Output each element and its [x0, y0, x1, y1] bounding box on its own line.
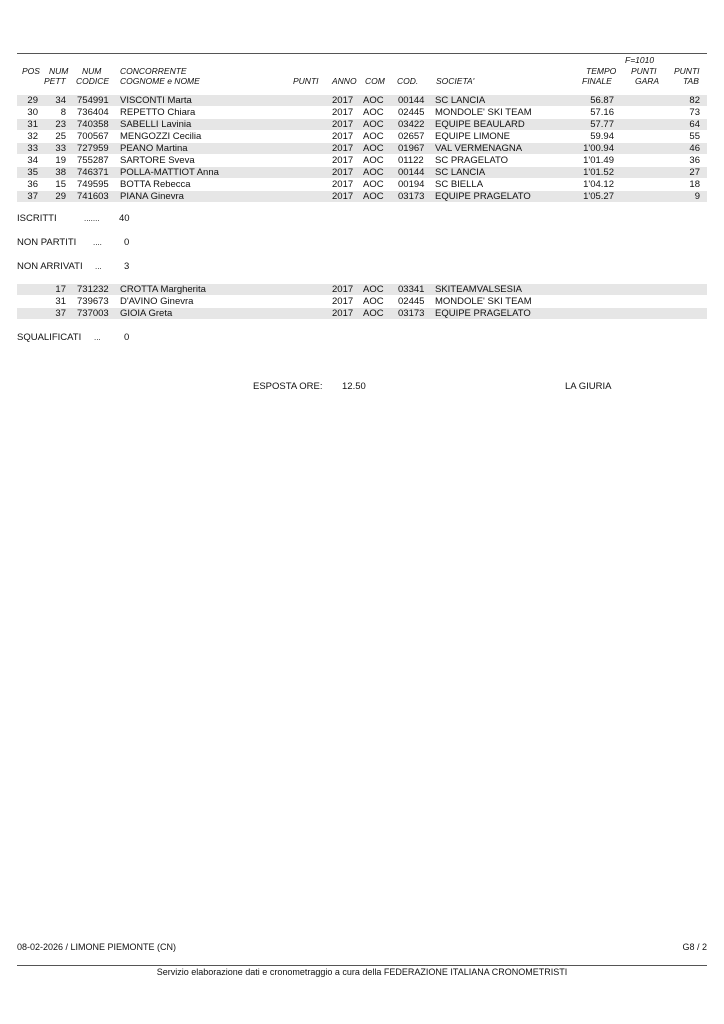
- cell-codice: 746371: [77, 167, 109, 178]
- cell-cod: 03341: [398, 284, 425, 295]
- non-partiti-label: NON PARTITI: [17, 237, 77, 248]
- table-row: [17, 107, 707, 118]
- cell-com: AOC: [363, 308, 384, 319]
- cell-anno: 2017: [332, 296, 354, 307]
- cell-societa: MONDOLE' SKI TEAM: [435, 107, 532, 118]
- cell-pett: 25: [55, 131, 66, 142]
- cell-codice: 739673: [77, 296, 109, 307]
- cell-tempo: 59.94: [590, 131, 614, 142]
- cell-anno: 2017: [332, 191, 354, 202]
- header-concorrente: CONCORRENTE: [120, 66, 187, 76]
- factor-label: F=1010: [625, 55, 655, 65]
- non-arrivati-label: NON ARRIVATI: [17, 261, 83, 272]
- cell-name: BOTTA Rebecca: [120, 179, 191, 190]
- cell-pos: 29: [27, 95, 38, 106]
- cell-name: GIOIA Greta: [120, 308, 173, 319]
- non-arrivati-dots: ...: [95, 262, 102, 271]
- cell-tab: 36: [689, 155, 700, 166]
- header-tab: TAB: [683, 76, 699, 86]
- cell-cod: 01122: [398, 155, 424, 166]
- cell-com: AOC: [363, 107, 384, 118]
- cell-codice: 700567: [77, 131, 109, 142]
- cell-pett: 34: [55, 95, 66, 106]
- cell-anno: 2017: [332, 308, 354, 319]
- header-punti-tab-top: PUNTI: [674, 66, 700, 76]
- cell-pett: 29: [55, 191, 66, 202]
- cell-codice: 740358: [77, 119, 109, 130]
- cell-com: AOC: [363, 143, 384, 154]
- cell-name: MENGOZZI Cecilia: [120, 131, 202, 142]
- cell-societa: MONDOLE' SKI TEAM: [435, 296, 532, 307]
- header-punti: PUNTI: [293, 76, 319, 86]
- squalificati-label: SQUALIFICATI: [17, 332, 82, 343]
- cell-cod: 03173: [398, 191, 425, 202]
- cell-pos: 35: [27, 167, 38, 178]
- cell-pett: 33: [55, 143, 66, 154]
- header-tempo: TEMPO: [586, 66, 617, 76]
- header-num-top: NUM: [49, 66, 69, 76]
- cell-anno: 2017: [332, 179, 354, 190]
- cell-com: AOC: [363, 131, 384, 142]
- non-arrivati-value: 3: [124, 261, 130, 272]
- table-row: [17, 284, 707, 295]
- header-pos: POS: [22, 66, 40, 76]
- cell-pos: 34: [27, 155, 38, 166]
- table-row: [17, 131, 707, 142]
- footer-rule: [17, 965, 707, 966]
- cell-societa: SKITEAMVALSESIA: [435, 284, 522, 295]
- cell-pett: 23: [55, 119, 66, 130]
- cell-anno: 2017: [332, 143, 354, 154]
- cell-cod: 00144: [398, 167, 425, 178]
- iscritti-label: ISCRITTI: [17, 213, 57, 224]
- cell-cod: 02657: [398, 131, 425, 142]
- cell-anno: 2017: [332, 131, 354, 142]
- cell-tab: 73: [689, 107, 700, 118]
- table-row: [17, 308, 707, 319]
- cell-com: AOC: [363, 284, 384, 295]
- header-com: COM: [365, 76, 385, 86]
- cell-pett: 17: [55, 284, 66, 295]
- table-row: [17, 167, 707, 178]
- header-punti-gara-top: PUNTI: [631, 66, 657, 76]
- header-cod: COD.: [397, 76, 419, 86]
- cell-pos: 31: [27, 119, 38, 130]
- header-cognome-nome: COGNOME e NOME: [120, 76, 200, 86]
- cell-societa: SC BIELLA: [435, 179, 484, 190]
- cell-tempo: 1'05.27: [583, 191, 614, 202]
- cell-name: D'AVINO Ginevra: [120, 296, 194, 307]
- cell-anno: 2017: [332, 119, 354, 130]
- cell-societa: EQUIPE LIMONE: [435, 131, 510, 142]
- cell-name: PIANA Ginevra: [120, 191, 184, 202]
- cell-societa: VAL VERMENAGNA: [435, 143, 523, 154]
- header-codice: CODICE: [76, 76, 110, 86]
- cell-tab: 46: [689, 143, 700, 154]
- cell-codice: 727959: [77, 143, 109, 154]
- cell-tab: 64: [689, 119, 700, 130]
- cell-name: POLLA-MATTIOT Anna: [120, 167, 219, 178]
- cell-tempo: 1'01.49: [583, 155, 614, 166]
- cell-codice: 736404: [77, 107, 109, 118]
- cell-cod: 01967: [398, 143, 425, 154]
- exposure-time: 12.50: [342, 381, 366, 392]
- exposure-label: ESPOSTA ORE:: [253, 381, 323, 392]
- footer-date-place: 08-02-2026 / LIMONE PIEMONTE (CN): [17, 942, 177, 952]
- cell-pett: 19: [55, 155, 66, 166]
- cell-pos: 37: [27, 191, 38, 202]
- cell-cod: 03422: [398, 119, 425, 130]
- table-row: [17, 179, 707, 190]
- top-rule: [17, 53, 707, 54]
- cell-tab: 9: [694, 191, 700, 202]
- cell-tab: 55: [689, 131, 700, 142]
- cell-pos: 30: [27, 107, 38, 118]
- cell-name: REPETTO Chiara: [120, 107, 196, 118]
- cell-pett: 31: [55, 296, 66, 307]
- footer-service: Servizio elaborazione dati e cronometraggio a cura della FEDERAZIONE ITALIANA CRONOMETRISTI: [156, 967, 568, 977]
- cell-name: SARTORE Sveva: [120, 155, 195, 166]
- table-row: [17, 296, 707, 307]
- cell-com: AOC: [363, 95, 384, 106]
- cell-tab: 18: [689, 179, 700, 190]
- cell-cod: 00144: [398, 95, 425, 106]
- cell-tempo: 1'01.52: [583, 167, 614, 178]
- table-row: [17, 143, 707, 154]
- squalificati-dots: ...: [94, 333, 101, 342]
- table-row: [17, 191, 707, 202]
- cell-cod: 02445: [398, 107, 425, 118]
- cell-com: AOC: [363, 179, 384, 190]
- table-row: [17, 155, 707, 166]
- cell-com: AOC: [363, 155, 384, 166]
- cell-tab: 82: [689, 95, 700, 106]
- cell-codice: 731232: [77, 284, 109, 295]
- footer-page: G8 / 2: [682, 942, 707, 952]
- cell-com: AOC: [363, 119, 384, 130]
- cell-com: AOC: [363, 167, 384, 178]
- cell-cod: 00194: [398, 179, 425, 190]
- header-pett: PETT: [44, 76, 66, 86]
- cell-tab: 27: [689, 167, 700, 178]
- cell-name: SABELLI Lavinia: [120, 119, 192, 130]
- cell-anno: 2017: [332, 167, 354, 178]
- cell-pett: 15: [55, 179, 66, 190]
- cell-pos: 33: [27, 143, 38, 154]
- cell-pos: 32: [27, 131, 38, 142]
- cell-com: AOC: [363, 191, 384, 202]
- non-partiti-dots: ....: [93, 238, 102, 247]
- cell-societa: EQUIPE PRAGELATO: [435, 308, 531, 319]
- cell-tempo: 57.16: [590, 107, 614, 118]
- iscritti-dots: .......: [84, 214, 100, 223]
- cell-pett: 37: [55, 308, 66, 319]
- cell-com: AOC: [363, 296, 384, 307]
- cell-pett: 38: [55, 167, 66, 178]
- table-row: [17, 119, 707, 130]
- cell-codice: 749595: [77, 179, 109, 190]
- cell-cod: 02445: [398, 296, 425, 307]
- cell-name: CROTTA Margherita: [120, 284, 206, 295]
- iscritti-value: 40: [119, 213, 130, 224]
- cell-codice: 737003: [77, 308, 109, 319]
- cell-societa: SC PRAGELATO: [435, 155, 509, 166]
- cell-tempo: 1'04.12: [583, 179, 614, 190]
- cell-codice: 741603: [77, 191, 109, 202]
- cell-codice: 755287: [77, 155, 109, 166]
- cell-societa: SC LANCIA: [435, 167, 486, 178]
- cell-pos: 36: [27, 179, 38, 190]
- header-anno: ANNO: [332, 76, 357, 86]
- cell-anno: 2017: [332, 155, 354, 166]
- cell-name: PEANO Martina: [120, 143, 188, 154]
- cell-tempo: 56.87: [590, 95, 614, 106]
- cell-anno: 2017: [332, 107, 354, 118]
- header-finale: FINALE: [582, 76, 612, 86]
- cell-codice: 754991: [77, 95, 109, 106]
- cell-cod: 03173: [398, 308, 425, 319]
- header-gara: GARA: [635, 76, 660, 86]
- cell-tempo: 1'00.94: [583, 143, 614, 154]
- non-partiti-value: 0: [124, 237, 130, 248]
- header-num2-top: NUM: [82, 66, 102, 76]
- cell-tempo: 57.77: [590, 119, 614, 130]
- cell-anno: 2017: [332, 95, 354, 106]
- jury-label: LA GIURIA: [565, 381, 612, 392]
- cell-name: VISCONTI Marta: [120, 95, 192, 106]
- cell-pett: 8: [60, 107, 66, 118]
- squalificati-value: 0: [124, 332, 130, 343]
- header-societa: SOCIETA': [436, 76, 475, 86]
- cell-societa: EQUIPE PRAGELATO: [435, 191, 531, 202]
- cell-societa: SC LANCIA: [435, 95, 486, 106]
- cell-anno: 2017: [332, 284, 354, 295]
- table-row: [17, 95, 707, 106]
- cell-societa: EQUIPE BEAULARD: [435, 119, 525, 130]
